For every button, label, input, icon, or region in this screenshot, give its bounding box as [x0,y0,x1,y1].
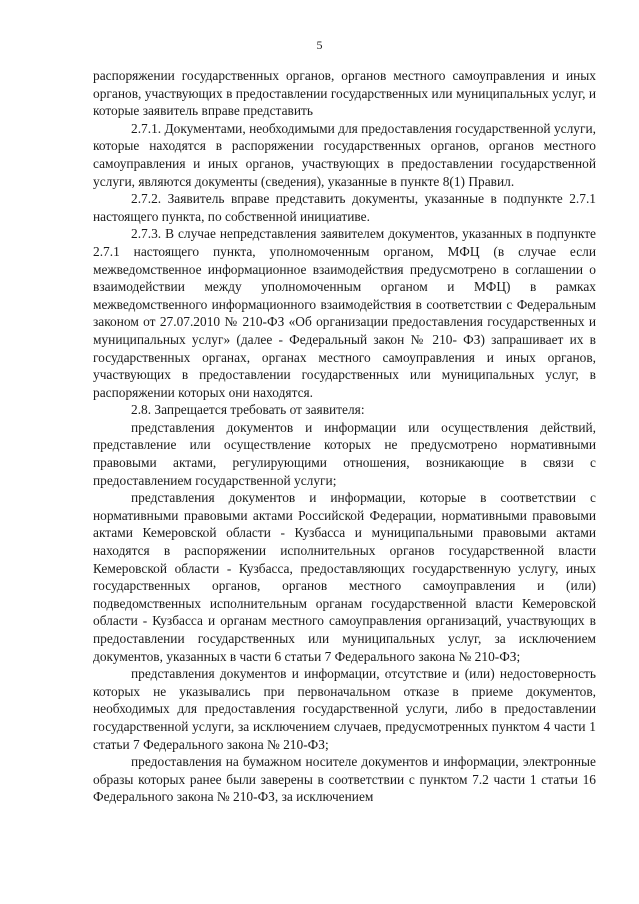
paragraph: 2.7.3. В случае непредставления заявителем документов, указанных в подпункте 2.7.1 настоящего пункта, уполномоченным органом, МФЦ (в случае если межведомственное информационное взаимодействия предусмотрено в соглашении о взаимодействии между уполномоченным органом и МФЦ) в рамках межведомственного информационного взаимодействия в соответствии с Федеральным законом от 27.07.2010 № 210-ФЗ «Об организации предоставления государственных и муниципальных услуг» (далее - Федеральный закон № 210- ФЗ) запрашивает их в государственных органах, органах местного самоуправления и иных органов, участвующих в предоставлении государственных или муниципальных услуг, в распоряжении которых они находятся. [93,226,596,400]
paragraph: предоставления на бумажном носителе документов и информации, электронные образы которых ранее были заверены в соответствии с пунктом 7.2 части 1 статьи 16 Федерального закона № 210-ФЗ, за исключением [93,754,596,805]
paragraph: представления документов и информации или осуществления действий, представление или осуществление которых не предусмотрено нормативными правовыми актами, регулирующими отношения, возникающие в связи с предоставлением государственной услуги; [93,419,596,488]
paragraph: 2.8. Запрещается требовать от заявителя: [131,402,365,418]
paragraph: 2.7.1. Документами, необходимыми для предоставления государственной услуги, которые находятся в распоряжении государственных органов, органов местного самоуправления и иных органов, участвующих в предоставлении государственной услуги, являются документы (сведения), указанные в пункте 8(1) Правил. [93,120,596,189]
paragraph: представления документов и информации, которые в соответствии с нормативными правовыми актами Российской Федерации, нормативными правовыми актами Кемеровской области - Кузбасса и муниципальными правовыми актами находятся в распоряжении исполнительных органов государственной власти Кемеровской области - Кузбасса, предоставляющих государственную услугу, иных государственных органов, органов местного самоуправления и (или) подведомственных исполнительным органам государственной власти Кемеровской области - Кузбасса и органам местного самоуправления организаций, участвующих в предоставлении государственных или муниципальных услуг, за исключением документов, указанных в части 6 статьи 7 Федерального закона № 210-ФЗ; [93,490,596,664]
document-body [93,67,596,806]
paragraph: представления документов и информации, отсутствие и (или) недостоверность которых не указывались при первоначальном отказе в приеме документов, необходимых для предоставления государственной услуги, либо в предоставлении государственной услуги, за исключением случаев, предусмотренных пунктом 4 части 1 статьи 7 Федерального закона № 210-ФЗ; [93,666,596,752]
page-number: 5 [316,38,323,52]
paragraph: распоряжении государственных органов, органов местного самоуправления и иных органов, участвующих в предоставлении государственных или муниципальных услуг, и которые заявитель вправе представить [93,68,596,119]
paragraph: 2.7.2. Заявитель вправе представить документы, указанные в подпункте 2.7.1 настоящего пункта, по собственной инициативе. [93,191,596,224]
